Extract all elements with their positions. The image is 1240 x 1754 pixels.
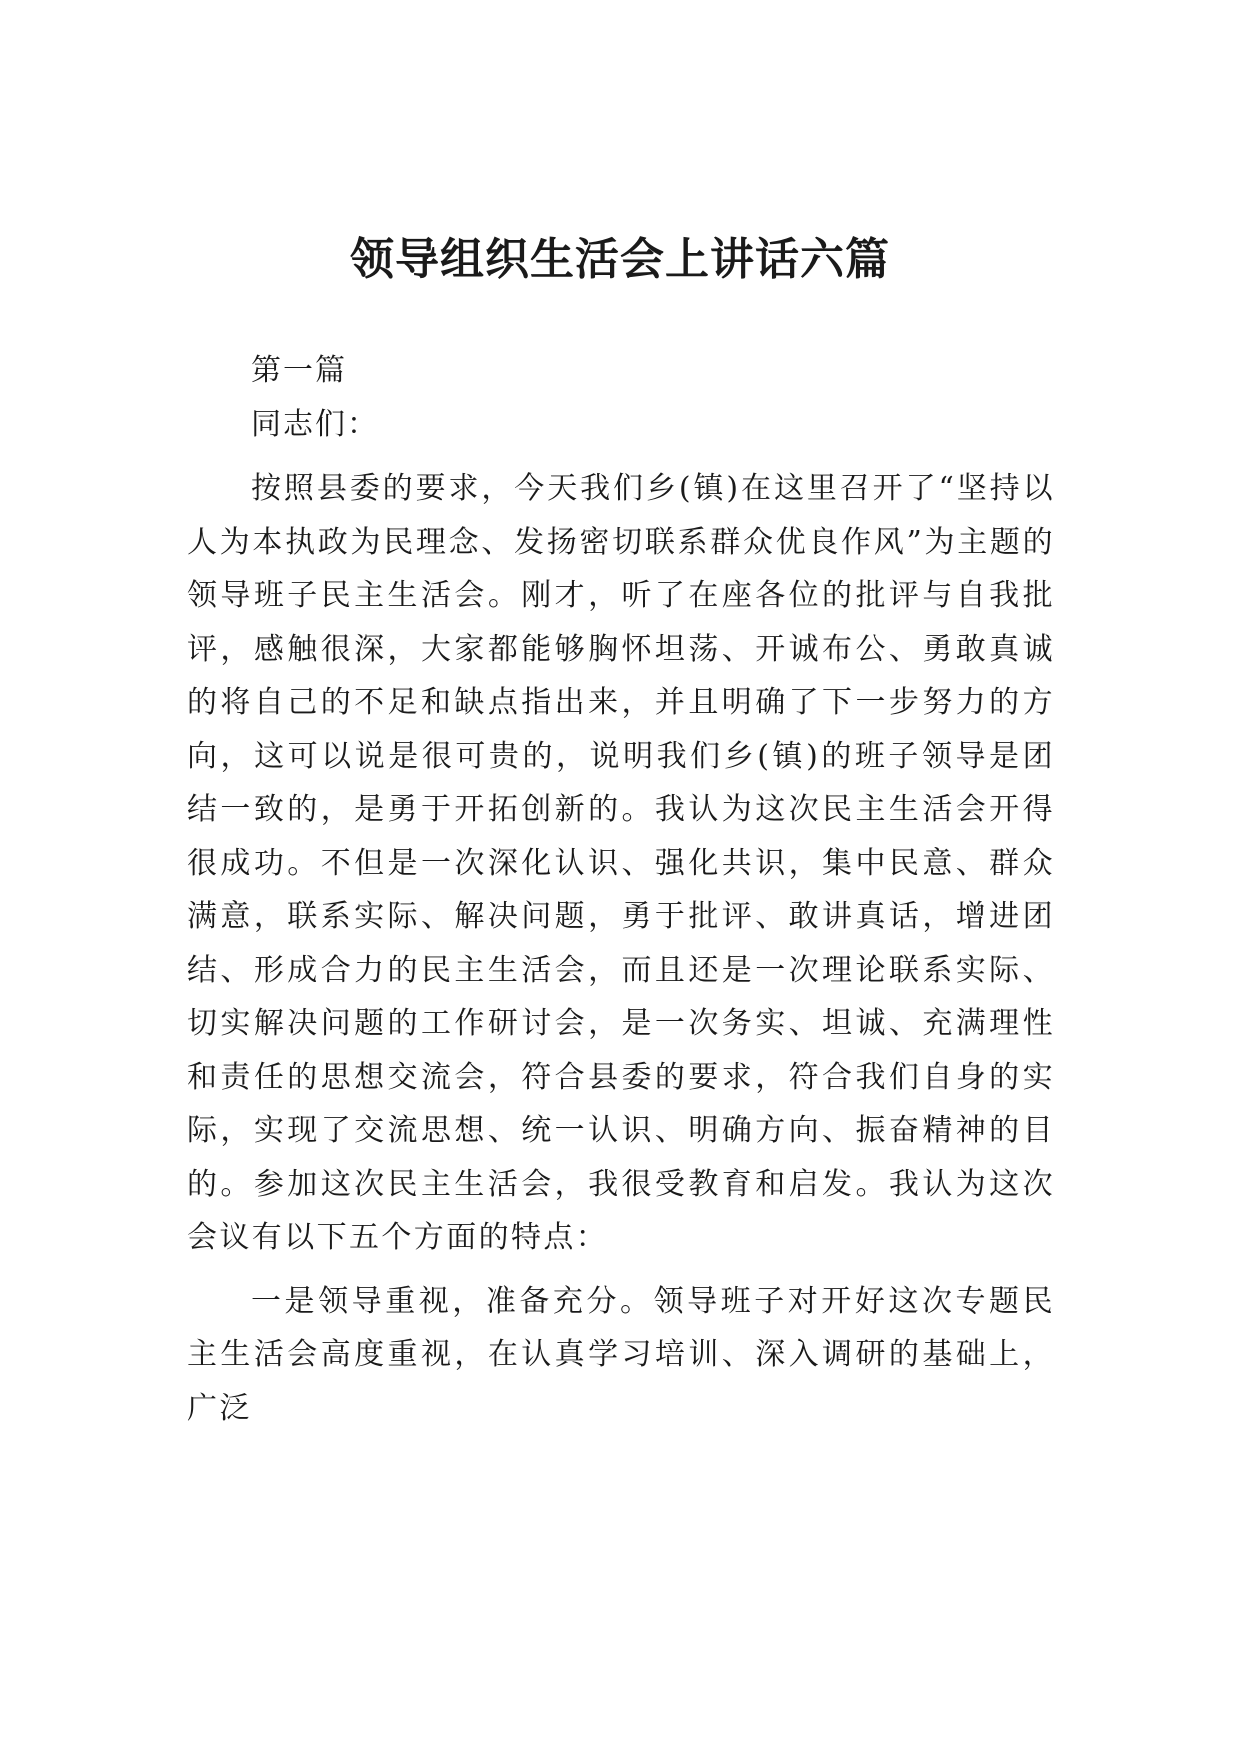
paragraph-1: 按照县委的要求，今天我们乡(镇)在这里召开了“坚持以人为本执政为民理念、发扬密切联系群众优良作风”为主题的领导班子民主生活会。刚才，听了在座各位的批评与自我批评，感触很深，大家都能够胸怀坦荡、开诚布公、勇敢真诚的将自己的不足和缺点指出来，并且明确了下一步努力的方向，这可以说是很可贵的，说明我们乡(镇)的班子领导是团结一致的，是勇于开拓创新的。我认为这次民主生活会开得很成功。不但是一次深化认识、强化共识，集中民意、群众满意，联系实际、解决问题，勇于批评、敢讲真话，增进团结、形成合力的民主生活会，而且还是一次理论联系实际、切实解决问题的工作研讨会，是一次务实、坦诚、充满理性和责任的思想交流会，符合县委的要求，符合我们自身的实际，实现了交流思想、统一认识、明确方向、振奋精神的目的。参加这次民主生活会，我很受教育和启发。我认为这次会议有以下五个方面的特点： [187, 471, 1055, 1255]
document-body [187, 344, 1055, 1435]
paragraph-2: 一是领导重视，准备充分。领导班子对开好这次专题民主生活会高度重视，在认真学习培训、深入调研的基础上，广泛 [187, 1283, 1055, 1426]
salutation: 同志们： [251, 407, 379, 442]
section-label: 第一篇 [251, 353, 347, 388]
document-title: 领导组织生活会上讲话六篇 [350, 234, 890, 285]
